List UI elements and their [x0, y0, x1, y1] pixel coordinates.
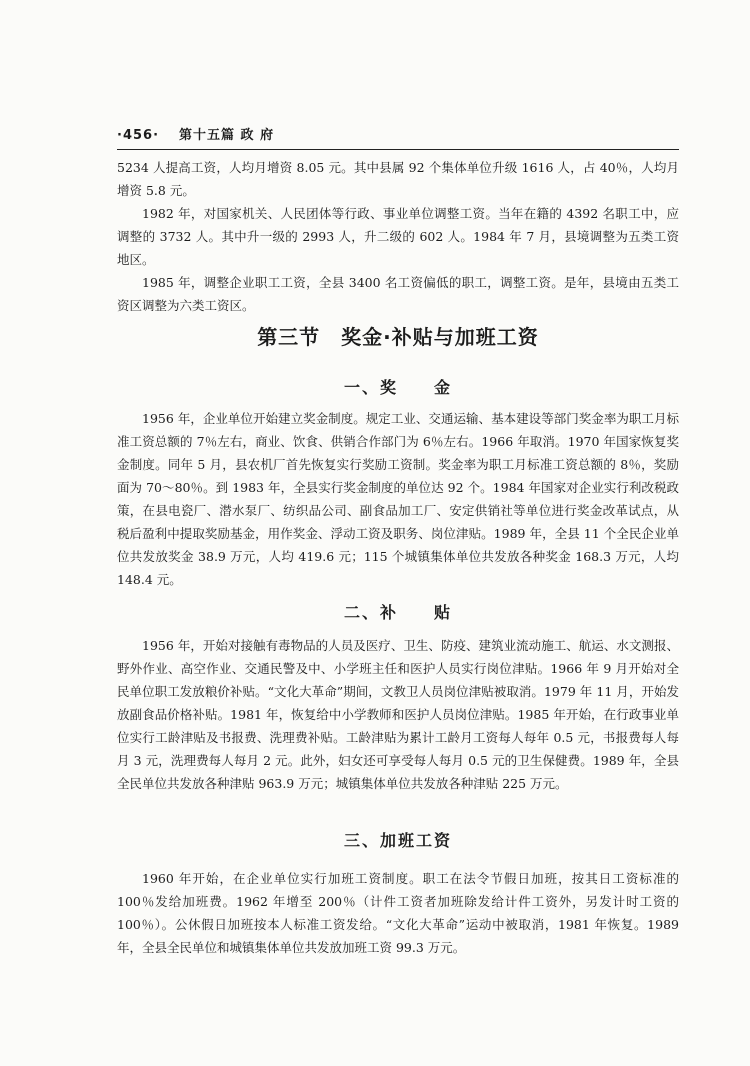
subsidy-paragraph: 1956 年，开始对接触有毒物品的人员及医疗、卫生、防疫、建筑业流动施工、航运、水文测报、野外作业、高空作业、交通民警及中、小学班主任和医护人员实行岗位津贴。1966 年 9 月开始对全民单位职工发放粮价补贴。“文化大革命”期间，文教卫人员岗位津贴被取消。1979 年 11 月，开始发放副食品价格补贴。1981 年，恢复给中小学教师和医护人员岗位津贴。1985 年开始，在行政事业单位实行工龄津贴及书报费、洗理费补贴。工龄津贴为累计工龄月工资每人每年 0.5 元，书报费每人每月 3 元，洗理费每人每月 2 元。此外，妇女还可享受每人每月 0.5 元的卫生保健费。1989 年，全县全民单位共发放各种津贴 963.9 万元；城镇集体单位共发放各种津贴 225 万元。	[117, 638, 679, 791]
overtime-text	[117, 867, 679, 959]
bonus-text	[117, 407, 679, 591]
header-rule	[117, 149, 679, 150]
bonus-paragraph: 1956 年，企业单位开始建立奖金制度。规定工业、交通运输、基本建设等部门奖金率为职工月标准工资总额的 7％左右，商业、饮食、供销合作部门为 6％左右。1966 年取消。1970 年国家恢复奖金制度。同年 5 月，县农机厂首先恢复实行奖励工资制。奖金率为职工月标准工资总额的 8％，奖励面为 70～80％。到 1983 年，全县实行奖金制度的单位达 92 个。1984 年国家对企业实行利改税政策，在县电瓷厂、潜水泵厂、纺织品公司、副食品加工厂、安定供销社等单位进行奖金改革试点，从税后盈利中提取奖励基金，用作奖金、浮动工资及职务、岗位津贴。1989 年，全县 11 个全民企业单位共发放奖金 38.9 万元，人均 419.6 元；115 个城镇集体单位共发放各种奖金 168.3 万元，人均 148.4 元。	[117, 411, 679, 587]
running-header	[117, 124, 274, 143]
page-number: ·456·	[117, 128, 160, 143]
part-title: 第十五篇 政 府	[179, 128, 275, 143]
intro-paragraph: 5234 人提高工资，人均月增资 8.05 元。其中县属 92 个集体单位升级 1616 人，占 40％，人均月增资 5.8 元。	[117, 160, 679, 198]
subsidy-text	[117, 634, 679, 795]
intro-paragraph: 1982 年，对国家机关、人民团体等行政、事业单位调整工资。当年在籍的 4392 名职工中，应调整的 3732 人。其中升一级的 2993 人，升二级的 602 人。1984 年 7 月，县境调整为五类工资地区。	[117, 206, 679, 267]
section-title: 第三节 奖金·补贴与加班工资	[257, 325, 539, 349]
subsection-title-overtime: 三、加班工资	[343, 831, 452, 850]
intro-text	[117, 156, 679, 317]
subsection-title-subsidy: 二、补 贴	[343, 603, 452, 622]
overtime-paragraph: 1960 年开始，在企业单位实行加班工资制度。职工在法令节假日加班，按其日工资标准的 100％发给加班费。1962 年增至 200％（计件工资者加班除发给计件工资外，另发计时工资的 100％）。公休假日加班按本人标准工资发给。“文化大革命”运动中被取消，1981 年恢复。1989 年，全县全民单位和城镇集体单位共发放加班工资 99.3 万元。	[117, 871, 679, 955]
intro-paragraph: 1985 年，调整企业职工工资，全县 3400 名工资偏低的职工，调整工资。是年，县境由五类工资区调整为六类工资区。	[117, 275, 679, 313]
subsection-title-bonus: 一、奖 金	[343, 378, 452, 397]
